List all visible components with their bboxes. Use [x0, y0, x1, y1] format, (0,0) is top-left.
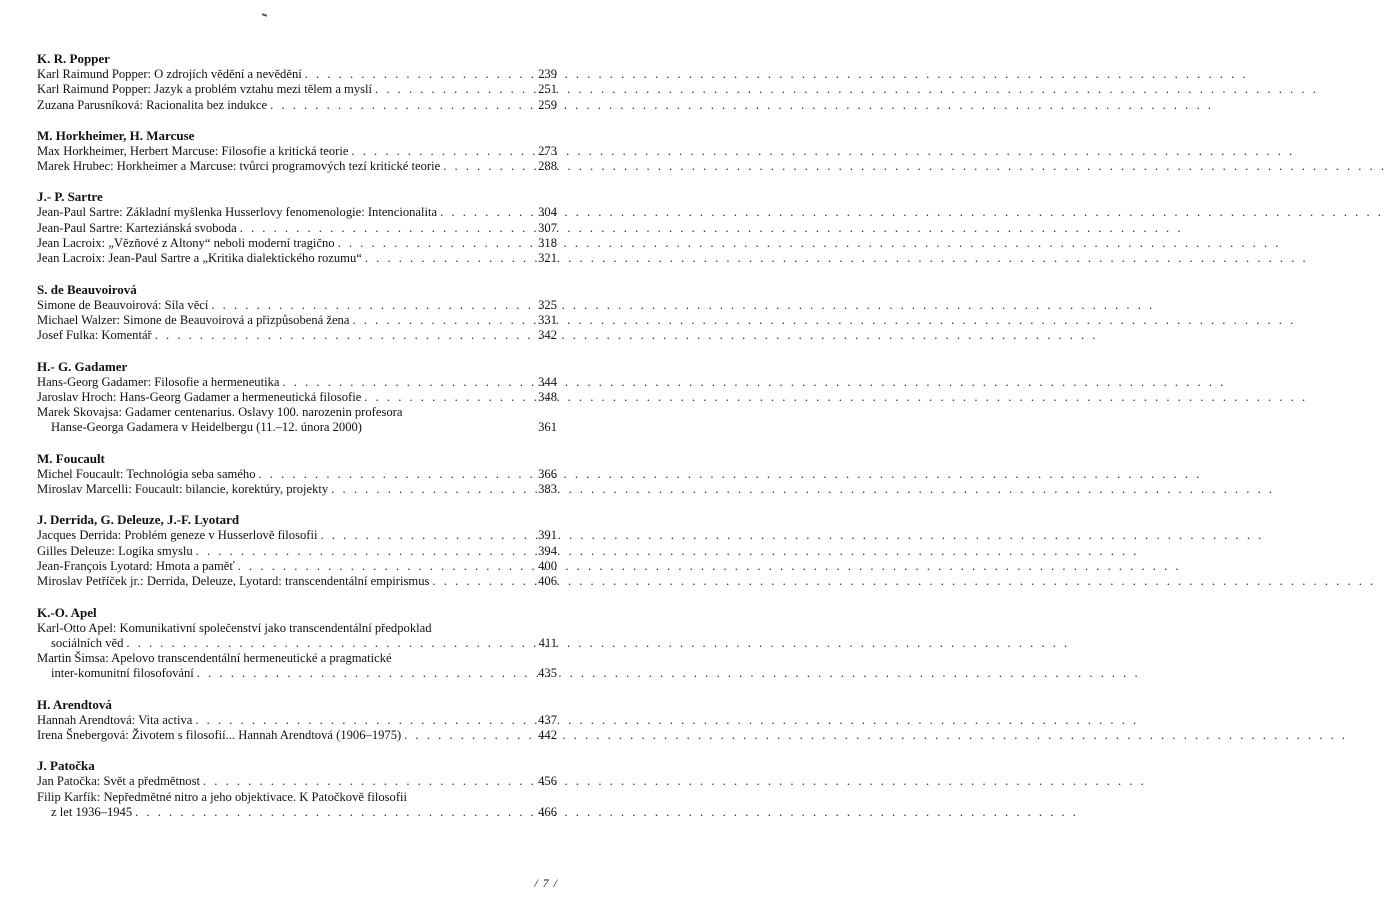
entry-title-line: sociálních věd [51, 635, 124, 650]
dot-leader [404, 728, 532, 743]
entry-page-number: 411 [538, 635, 557, 650]
entry-title: Jan Patočka: Svět a předmětnost [37, 774, 200, 789]
toc-entry [37, 544, 557, 559]
entry-page-number: 304 [538, 205, 557, 220]
entry-title: Hannah Arendtová: Vita activa [37, 712, 193, 727]
dot-leader [155, 328, 532, 343]
dot-leader [126, 636, 532, 651]
entry-page-number: 342 [538, 328, 557, 343]
toc-entry [37, 82, 557, 97]
dot-leader [240, 221, 532, 236]
dot-leader [352, 313, 532, 328]
entry-page-number: 321 [538, 251, 557, 266]
toc-entry [37, 313, 557, 328]
entry-title: Zuzana Parusníková: Racionalita bez indukce [37, 97, 268, 112]
entry-title: Karl Raimund Popper: Jazyk a problém vztahu mezi tělem a myslí [37, 82, 373, 97]
toc-entry [37, 221, 557, 236]
toc-section [37, 511, 557, 589]
toc-section [37, 604, 557, 682]
toc-entry [37, 405, 557, 436]
toc-entry [37, 236, 557, 251]
entry-page-number: 273 [538, 143, 557, 158]
dot-leader [203, 774, 532, 789]
section-heading: K. R. Popper [37, 51, 110, 66]
entry-page-number: 239 [538, 67, 557, 81]
page-number: / 7 / [534, 876, 558, 890]
toc-entry [37, 144, 557, 159]
entry-title-line: Hanse-Georga Gadamera v Heidelbergu (11.–12. února 2000) [51, 420, 363, 435]
dot-leader [305, 67, 532, 82]
toc-section [37, 281, 557, 344]
toc-entry [37, 205, 557, 220]
entry-page-number: 325 [538, 297, 557, 312]
dot-leader [197, 666, 532, 681]
entry-title: Jean-Paul Sartre: Základní myšlenka Husserlovy fenomenologie: Intencionalita [37, 205, 438, 220]
toc-section [37, 358, 557, 436]
entry-page-number: 406 [538, 574, 557, 589]
entry-title: Max Horkheimer, Herbert Marcuse: Filosofie a kritická teorie [37, 143, 349, 158]
dot-leader [365, 251, 532, 266]
entry-page-number: 348 [538, 389, 557, 404]
entry-title-line: Martin Šimsa: Apelovo transcendentální hermeneutické a pragmatické [37, 651, 392, 666]
entry-title: Marek Hrubec: Horkheimer a Marcuse: tvůrci programových tezí kritické teorie [37, 159, 441, 174]
toc-entry [37, 559, 557, 574]
entry-page-number: 361 [538, 420, 557, 435]
section-heading: H. Arendtová [37, 696, 112, 712]
entry-page-number: 251 [538, 82, 557, 97]
entry-title-line: z let 1936–1945 [51, 804, 133, 819]
toc-entry [37, 790, 557, 821]
toc-entry [37, 67, 557, 82]
entry-page-number: 259 [538, 97, 557, 112]
toc-entry [37, 574, 557, 589]
entry-title: Miroslav Petříček jr.: Derrida, Deleuze, Lyotard: transcendentální empirismus [37, 574, 430, 589]
toc-section [37, 757, 557, 820]
entry-title: Jean-Paul Sartre: Karteziánská svoboda [37, 220, 237, 235]
dot-leader [282, 375, 532, 390]
entry-title-line: inter-komunitní filosofování [51, 666, 194, 681]
toc-entry [37, 298, 557, 313]
entry-page-number: 391 [538, 528, 557, 543]
entry-title: Michael Walzer: Simone de Beauvoirová a přizpůsobená žena [37, 312, 350, 327]
entry-page-number: 400 [538, 558, 557, 573]
dot-leader [238, 559, 532, 574]
section-heading: J. Patočka [37, 758, 95, 774]
toc-entry [37, 98, 557, 113]
toc-entry [37, 390, 557, 405]
toc-entry [37, 728, 557, 743]
entry-title: Simone de Beauvoirová: Síla věcí [37, 297, 209, 312]
toc-entry [37, 713, 557, 728]
scan-mark [262, 13, 267, 17]
entry-page-number: 456 [538, 774, 557, 789]
toc-section [37, 450, 557, 498]
dot-leader [320, 528, 532, 543]
entry-title: Jacques Derrida: Problém geneze v Husserlově filosofii [37, 528, 318, 543]
entry-page-number: 318 [538, 236, 557, 251]
toc-entry [37, 651, 557, 682]
entry-title-line: Karl-Otto Apel: Komunikativní společenství jako transcendentální předpoklad [37, 620, 432, 635]
toc-entry [37, 328, 557, 343]
entry-title: Josef Fulka: Komentář [37, 328, 152, 343]
entry-page-number: 394 [538, 543, 557, 558]
section-heading: S. de Beauvoirová [37, 281, 137, 297]
section-heading: J.- P. Sartre [37, 189, 103, 205]
section-heading: J. Derrida, G. Deleuze, J.-F. Lyotard [37, 512, 240, 528]
toc-entry [37, 482, 557, 497]
section-heading: M. Horkheimer, H. Marcuse [37, 127, 195, 143]
dot-leader [196, 544, 532, 559]
dot-leader [364, 390, 532, 405]
entry-title: Karl Raimund Popper: O zdrojích vědění a nevědění [37, 67, 302, 81]
dot-leader [270, 98, 532, 113]
entry-page-number: 331 [538, 312, 557, 327]
toc-section [37, 188, 557, 266]
dot-leader [135, 805, 532, 820]
entry-title: Jaroslav Hroch: Hans-Georg Gadamer a hermeneutická filosofie [37, 389, 362, 404]
toc-entry [37, 621, 557, 652]
dot-leader [338, 236, 532, 251]
entry-page-number: 466 [538, 804, 557, 819]
entry-page-number: 435 [538, 666, 557, 681]
entry-title: Jean-François Lyotard: Hmota a paměť [37, 558, 235, 573]
entry-title: Jean Lacroix: Jean-Paul Sartre a „Kritika dialektického rozumu“ [37, 251, 362, 266]
dot-leader [443, 159, 532, 174]
dot-leader [440, 205, 532, 220]
section-heading: H.- G. Gadamer [37, 358, 128, 374]
section-heading: M. Foucault [37, 450, 105, 466]
entry-page-number: 366 [538, 466, 557, 481]
entry-page-number: 383 [538, 482, 557, 497]
entry-title-line: Marek Skovajsa: Gadamer centenarius. Oslavy 100. narozenin profesora [37, 405, 403, 420]
dot-leader [259, 467, 532, 482]
toc-section [37, 127, 557, 175]
table-of-contents [37, 50, 557, 834]
entry-title: Gilles Deleuze: Logika smyslu [37, 543, 193, 558]
dot-leader [211, 298, 532, 313]
toc-entry [37, 159, 557, 174]
entry-title: Hans-Georg Gadamer: Filosofie a hermeneutika [37, 374, 280, 389]
entry-page-number: 288 [538, 159, 557, 174]
toc-section [37, 696, 557, 744]
entry-title: Michel Foucault: Technológia seba samého [37, 466, 256, 481]
toc-section [37, 50, 557, 113]
dot-leader [331, 482, 532, 497]
dot-leader [351, 144, 532, 159]
toc-entry [37, 375, 557, 390]
entry-page-number: 307 [538, 220, 557, 235]
dot-leader [432, 574, 532, 589]
toc-entry [37, 774, 557, 789]
toc-entry [37, 528, 557, 543]
section-heading: K.-O. Apel [37, 604, 97, 620]
entry-title: Jean Lacroix: „Vězňové z Altony“ neboli moderní tragično [37, 236, 335, 251]
entry-title-line: Filip Karfík: Nepředmětné nitro a jeho objektivace. K Patočkově filosofii [37, 789, 408, 804]
dot-leader [195, 713, 532, 728]
dot-leader [375, 82, 532, 97]
entry-page-number: 344 [538, 374, 557, 389]
toc-entry [37, 467, 557, 482]
entry-title: Miroslav Marcelli: Foucault: bilancie, korektúry, projekty [37, 482, 329, 497]
entry-title: Irena Šnebergová: Životem s filosofií... Hannah Arendtová (1906–1975) [37, 728, 402, 743]
entry-page-number: 437 [538, 712, 557, 727]
toc-entry [37, 251, 557, 266]
entry-page-number: 442 [538, 728, 557, 743]
